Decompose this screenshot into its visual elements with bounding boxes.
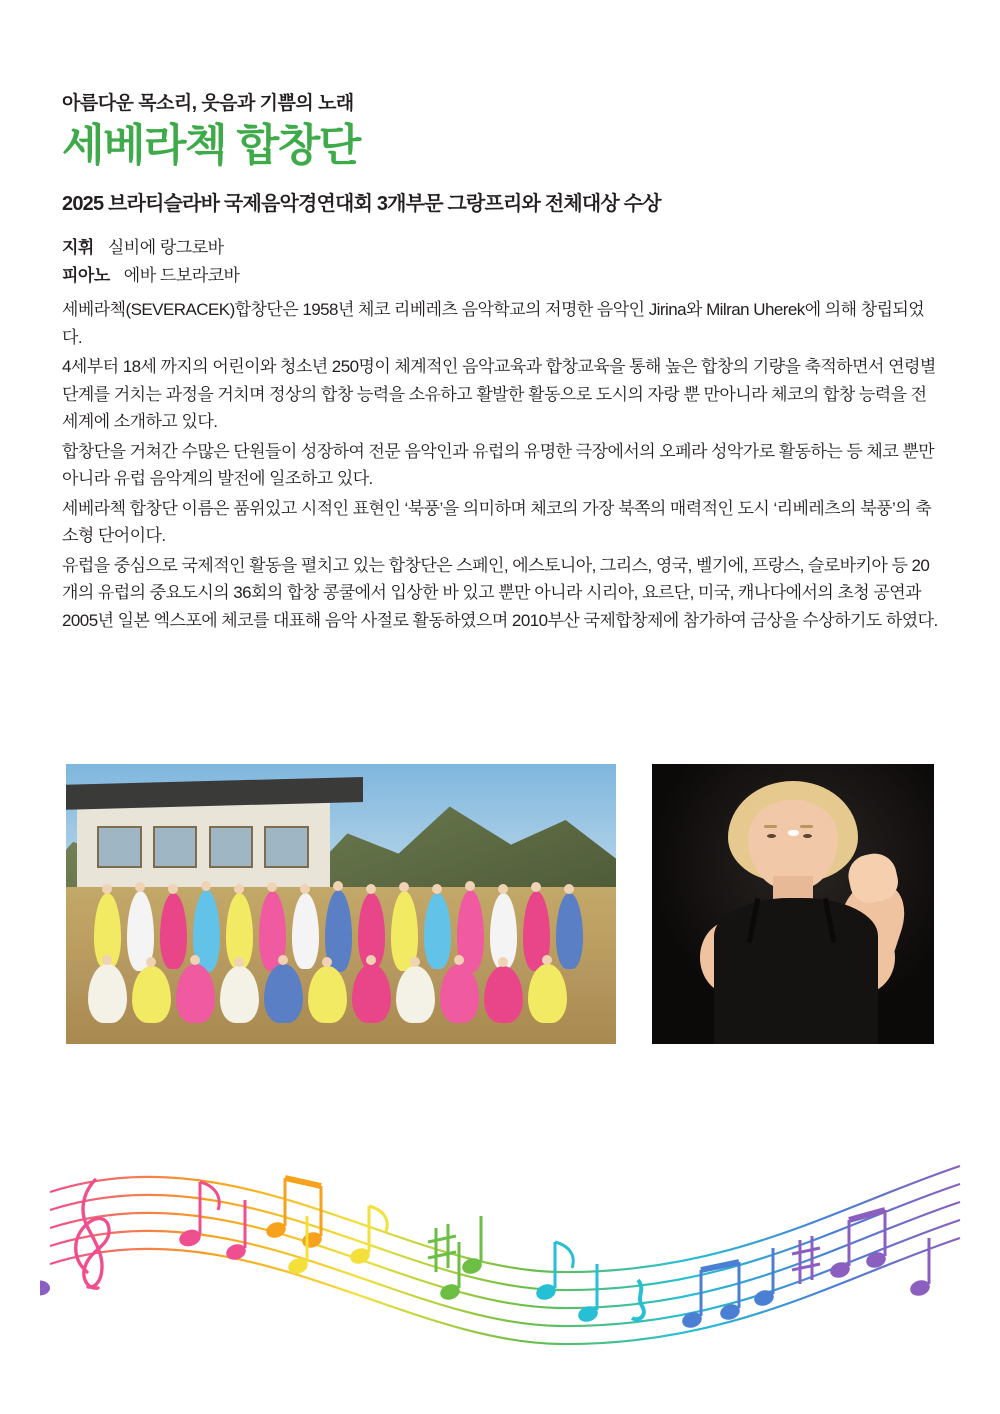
page-title: 세베라첵 합창단 (62, 120, 360, 170)
dress-shape (714, 898, 878, 1044)
award-subtitle: 2025 브라티슬라바 국제음악경연대회 3개부문 그랑프리와 전체대상 수상 (62, 193, 661, 216)
paragraph: 합창단을 거쳐간 수많은 단원들이 성장하여 전문 음악인과 유럽의 유명한 극장에서의 오페라 성악가로 활동하는 등 체코 뿐만 아니라 유럽 음악계의 발전에 일조하고 있다. (62, 441, 935, 489)
paragraph: 세베라첵(SEVERACEK)합창단은 1958년 체코 리베레츠 음악학교의 저명한 음악인 Jirina와 Milran Uherek에 의해 창립되었다. (62, 299, 925, 347)
text-content (62, 92, 942, 636)
credit-piano (62, 263, 942, 289)
credit-conductor-label: 지휘 (62, 238, 94, 258)
choir-group-photo (66, 764, 616, 1044)
body-text (62, 296, 942, 634)
credit-conductor-value: 실비에 랑그로바 (107, 238, 224, 258)
credit-piano-label: 피아노 (62, 265, 110, 285)
paragraph: 유럽을 중심으로 국제적인 활동을 펼치고 있는 합창단은 스페인, 에스토니아, 그리스, 영국, 벨기에, 프랑스, 슬로바키아 등 20개의 유럽의 중요도시의 36회의 합창 콩쿨에서 입상한 바 있고 뿐만 아니라 시리아, 요르단, 미국, 캐나다에서의 초청 공연과 2005년 일본 엑스포에 체코를 대표해 음악 사절로 활동하였으며 2010부산 국제합창제에 참가하여 금상을 수상하기도 하였다. (62, 555, 938, 630)
kicker-text: 아름다운 목소리, 웃음과 기쁨의 노래 (62, 93, 354, 114)
conductor-portrait-photo (652, 764, 934, 1044)
paragraph: 세베라첵 합창단 이름은 품위있고 시적인 표현인 ‘북풍’을 의미하며 체코의 가장 북쪽의 매력적인 도시 ‘리베레츠의 북풍’의 축소형 단어이다. (62, 498, 932, 546)
credit-conductor (62, 235, 942, 261)
credit-piano-value: 에바 드보라코바 (123, 265, 240, 285)
choir-front-row (66, 954, 616, 1038)
paragraph: 4세부터 18세 까지의 어린이와 청소년 250명이 체계적인 음악교육과 합창교육을 통해 높은 합창의 기량을 축적하면서 연령별 단계를 거치는 과정을 거치며 정상의 합창 능력을 소유하고 활발한 활동으로 도시의 자랑 뿐 만아니라 체코의 합창 능력을 전세계에 소개하고 있다. (62, 357, 936, 432)
photo-row (66, 764, 934, 1044)
rainbow-music-staff (40, 1120, 970, 1350)
